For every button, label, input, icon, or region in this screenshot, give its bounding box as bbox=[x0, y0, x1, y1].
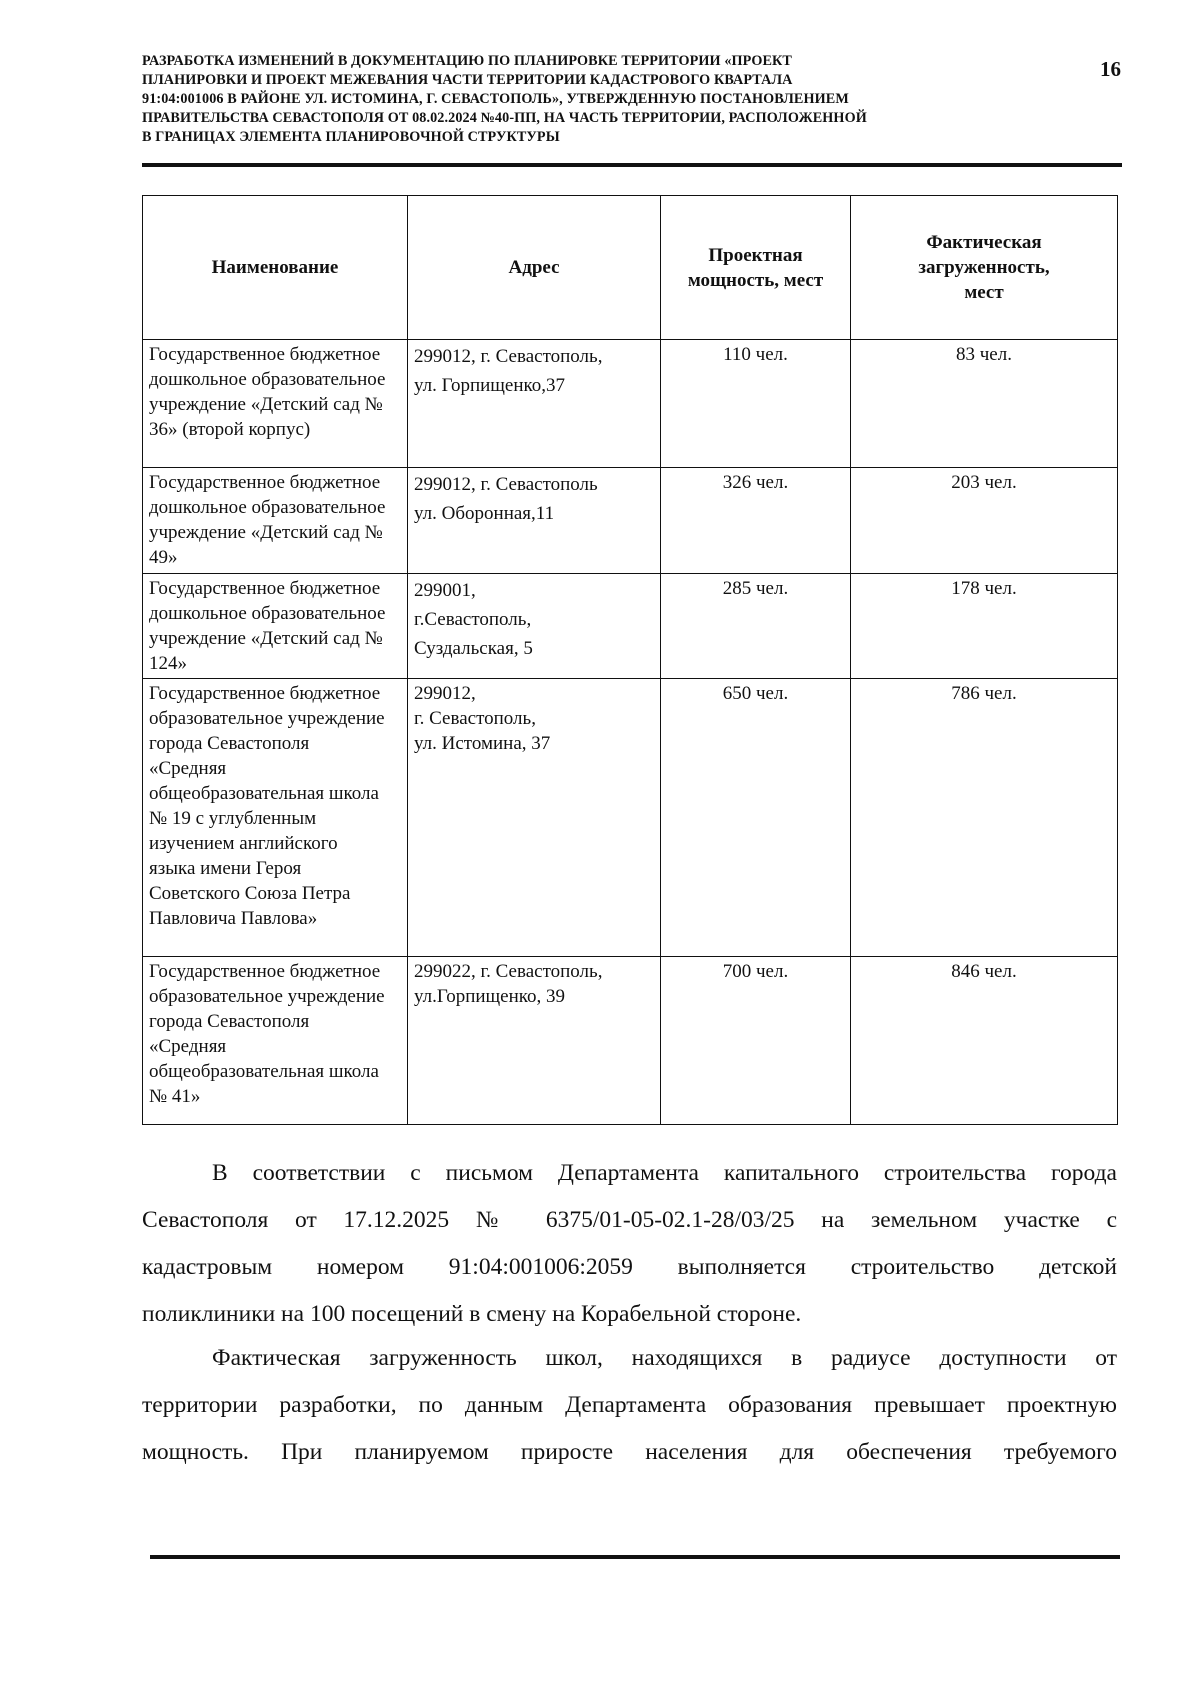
cell-text: Государственное бюджетное bbox=[149, 344, 381, 365]
cell-address bbox=[408, 957, 661, 1125]
cell-text: изучением английского bbox=[149, 833, 338, 854]
cell-text: ул. Горпищенко,37 bbox=[414, 375, 566, 396]
cell-text: Павловича Павлова» bbox=[149, 908, 318, 929]
column-header-load bbox=[851, 196, 1118, 340]
cell-address bbox=[408, 340, 661, 468]
column-header-load-line: мест bbox=[964, 282, 1004, 303]
facilities-table bbox=[142, 195, 1118, 1125]
cell-text: Государственное бюджетное bbox=[149, 961, 381, 982]
cell-text: города Севастополя bbox=[149, 1011, 310, 1032]
header-line: ПРАВИТЕЛЬСТВА СЕВАСТОПОЛЯ ОТ 08.02.2024 №40-ПП, НА ЧАСТЬ ТЕРРИТОРИИ, РАСПОЛОЖЕННОЙ bbox=[142, 110, 867, 126]
cell-capacity: 110 чел. bbox=[661, 340, 851, 468]
cell-name bbox=[143, 340, 408, 468]
body-paragraph bbox=[142, 1335, 1117, 1476]
cell-text: учреждение «Детский сад № bbox=[149, 628, 383, 649]
paragraph-line: кадастровым номером 91:04:001006:2059 выполняется строительство детской bbox=[142, 1254, 1117, 1280]
cell-text: ул.Горпищенко, 39 bbox=[414, 986, 566, 1007]
cell-text: 299022, г. Севастополь, bbox=[414, 961, 603, 982]
cell-text: дошкольное образовательное bbox=[149, 497, 386, 518]
paragraph-line: поликлиники на 100 посещений в смену на Корабельной стороне. bbox=[142, 1301, 802, 1327]
paragraph-line: мощность. При планируемом приросте населения для обеспечения требуемого bbox=[142, 1439, 1117, 1465]
cell-load: 786 чел. bbox=[851, 679, 1118, 957]
column-header-capacity-line: мощность, мест bbox=[687, 269, 824, 291]
cell-text: общеобразовательная школа bbox=[149, 783, 379, 804]
column-header-name: Наименование bbox=[143, 196, 408, 340]
cell-name bbox=[143, 574, 408, 679]
cell-address bbox=[408, 574, 661, 679]
paragraph-line: Фактическая загруженность школ, находящихся в радиусе доступности от bbox=[212, 1345, 1117, 1371]
cell-text: общеобразовательная школа bbox=[149, 1061, 379, 1082]
paragraph-line: Севастополя от 17.12.2025 № 6375/01-05-02.1-28/03/25 на земельном участке с bbox=[142, 1207, 1117, 1233]
cell-text: ул. Истомина, 37 bbox=[414, 733, 551, 754]
cell-text: образовательное учреждение bbox=[149, 708, 385, 729]
cell-text: № 41» bbox=[149, 1086, 201, 1107]
table-row bbox=[143, 340, 1118, 468]
cell-text: 299012, bbox=[414, 683, 476, 704]
column-header-capacity bbox=[661, 196, 851, 340]
cell-capacity: 326 чел. bbox=[661, 468, 851, 574]
column-header-load-line: загруженность, bbox=[918, 257, 1050, 278]
cell-text: Государственное бюджетное bbox=[149, 683, 381, 704]
cell-text: 299001, bbox=[414, 580, 476, 601]
header-line: ПЛАНИРОВКИ И ПРОЕКТ МЕЖЕВАНИЯ ЧАСТИ ТЕРРИТОРИИ КАДАСТРОВОГО КВАРТАЛА bbox=[142, 72, 793, 88]
table-row bbox=[143, 679, 1118, 957]
cell-text: языка имени Героя bbox=[149, 858, 302, 879]
table-header-row bbox=[143, 196, 1118, 340]
table-row bbox=[143, 574, 1118, 679]
cell-text: № 19 с углубленным bbox=[149, 808, 317, 829]
page-number: 16 bbox=[1100, 57, 1121, 81]
cell-text: 299012, г. Севастополь bbox=[414, 474, 598, 495]
cell-text: г.Севастополь, bbox=[414, 609, 532, 630]
cell-text: Суздальская, 5 bbox=[414, 638, 533, 659]
document-header bbox=[142, 52, 1042, 147]
footer-divider bbox=[150, 1555, 1120, 1559]
cell-load: 83 чел. bbox=[851, 340, 1118, 468]
cell-text: образовательное учреждение bbox=[149, 986, 385, 1007]
cell-address bbox=[408, 468, 661, 574]
cell-text: учреждение «Детский сад № bbox=[149, 522, 383, 543]
cell-name bbox=[143, 679, 408, 957]
table-row bbox=[143, 957, 1118, 1125]
cell-text: г. Севастополь, bbox=[414, 708, 536, 729]
cell-text: 124» bbox=[149, 653, 187, 674]
cell-text: дошкольное образовательное bbox=[149, 603, 386, 624]
header-line: 91:04:001006 В РАЙОНЕ УЛ. ИСТОМИНА, Г. СЕВАСТОПОЛЬ», УТВЕРЖДЕННУЮ ПОСТАНОВЛЕНИЕМ bbox=[142, 91, 849, 107]
cell-text: Советского Союза Петра bbox=[149, 883, 351, 904]
cell-text: города Севастополя bbox=[149, 733, 310, 754]
cell-load: 846 чел. bbox=[851, 957, 1118, 1125]
cell-capacity: 700 чел. bbox=[661, 957, 851, 1125]
paragraph-line: В соответствии с письмом Департамента капитального строительства города bbox=[212, 1160, 1117, 1186]
cell-text: Государственное бюджетное bbox=[149, 578, 381, 599]
header-divider bbox=[142, 163, 1122, 167]
cell-capacity: 285 чел. bbox=[661, 574, 851, 679]
cell-text: Государственное бюджетное bbox=[149, 472, 381, 493]
cell-text: учреждение «Детский сад № bbox=[149, 394, 383, 415]
cell-name bbox=[143, 957, 408, 1125]
column-header-address: Адрес bbox=[408, 196, 661, 340]
header-line: В ГРАНИЦАХ ЭЛЕМЕНТА ПЛАНИРОВОЧНОЙ СТРУКТУРЫ bbox=[142, 129, 560, 145]
cell-text: 49» bbox=[149, 547, 178, 568]
table-row bbox=[143, 468, 1118, 574]
cell-text: дошкольное образовательное bbox=[149, 369, 386, 390]
cell-capacity: 650 чел. bbox=[661, 679, 851, 957]
cell-load: 178 чел. bbox=[851, 574, 1118, 679]
cell-text: 299012, г. Севастополь, bbox=[414, 346, 603, 367]
cell-text: «Средняя bbox=[149, 758, 227, 779]
cell-text: «Средняя bbox=[149, 1036, 227, 1057]
cell-name bbox=[143, 468, 408, 574]
paragraph-line: территории разработки, по данным Департамента образования превышает проектную bbox=[142, 1392, 1117, 1418]
cell-load: 203 чел. bbox=[851, 468, 1118, 574]
column-header-load-line: Фактическая bbox=[926, 232, 1042, 253]
body-paragraph bbox=[142, 1150, 1117, 1338]
column-header-capacity-line: Проектная bbox=[708, 244, 803, 266]
cell-address bbox=[408, 679, 661, 957]
cell-text: 36» (второй корпус) bbox=[149, 419, 311, 440]
header-line: РАЗРАБОТКА ИЗМЕНЕНИЙ В ДОКУМЕНТАЦИЮ ПО ПЛАНИРОВКЕ ТЕРРИТОРИИ «ПРОЕКТ bbox=[142, 53, 792, 69]
cell-text: ул. Оборонная,11 bbox=[414, 503, 555, 524]
